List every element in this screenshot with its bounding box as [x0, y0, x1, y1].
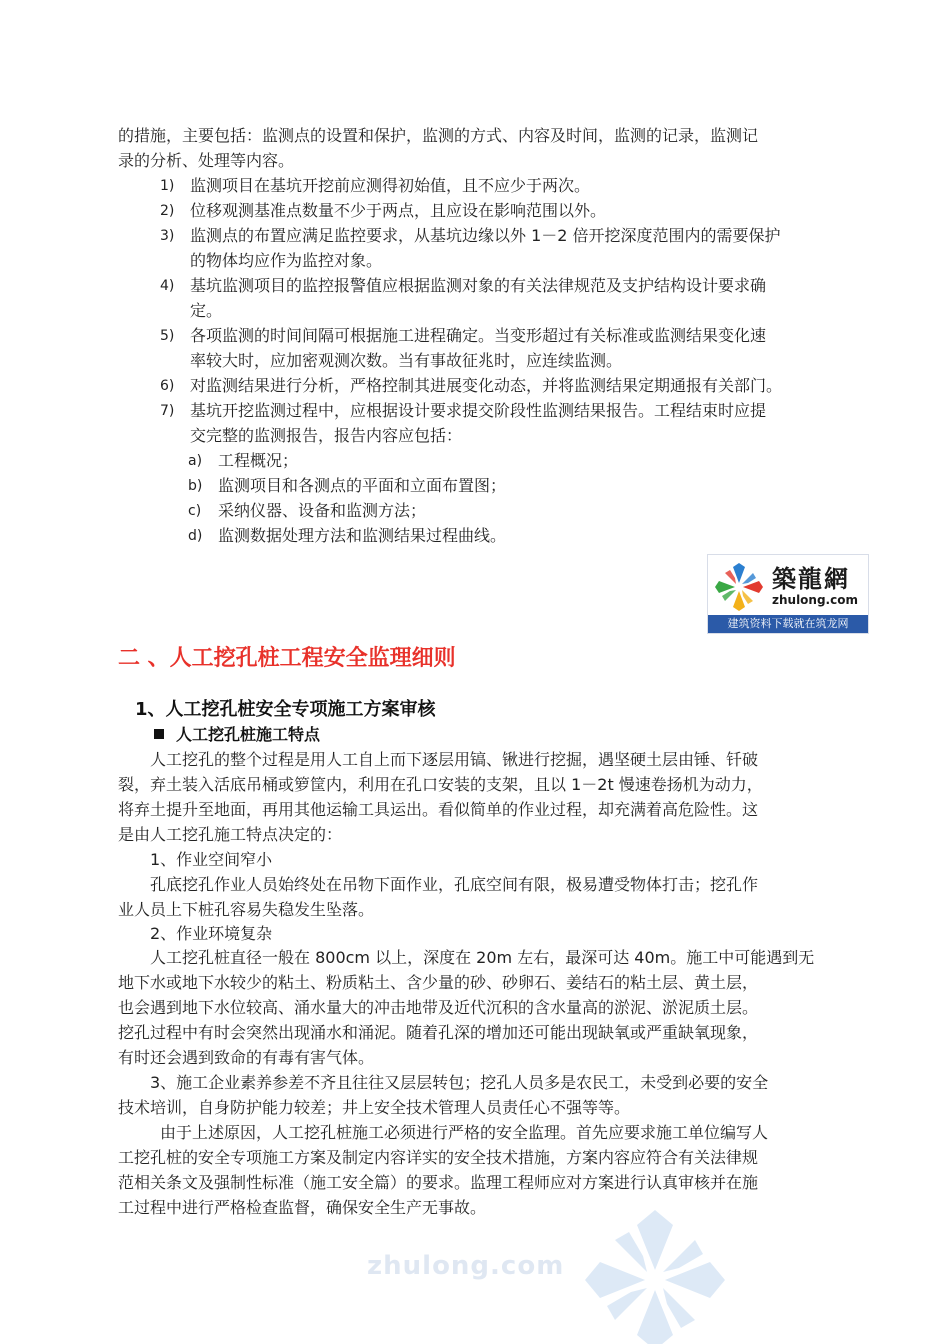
- intro-line-2: 录的分析、处理等内容。: [118, 151, 295, 170]
- body-line: 技术培训，自身防护能力较差；井上安全技术管理人员责任心不强等等。: [118, 1098, 631, 1117]
- item-text: 监测项目在基坑开挖前应测得初始值，且不应少于两次。: [190, 176, 591, 195]
- item-text: 定。: [190, 301, 223, 320]
- subitem-letter: a): [188, 453, 203, 469]
- intro-line-1: 的措施，主要包括：监测点的设置和保护，监测的方式、内容及时间，监测的记录，监测记: [118, 126, 759, 145]
- logo-name: 築龍網: [772, 564, 850, 593]
- body-line: 3、施工企业素养参差不齐且往往又层层转包；挖孔人员多是农民工，未受到必要的安全: [150, 1073, 769, 1092]
- body-line: 裂，弃土装入活底吊桶或箩筐内，利用在孔口安装的支架，且以 1－2t 慢速卷扬机为动力，: [118, 775, 763, 794]
- subitem-text: 工程概况；: [218, 451, 299, 470]
- item-text: 基坑监测项目的监控报警值应根据监测对象的有关法律规范及支护结构设计要求确: [190, 276, 767, 295]
- section-title: 二 、人工挖孔桩工程安全监理细则: [118, 646, 456, 671]
- item-number: 7): [160, 403, 175, 419]
- body-line: 2、作业环境复杂: [150, 924, 273, 943]
- body-line: 工挖孔桩的安全专项施工方案及制定内容详实的安全技术措施，方案内容应符合有关法律规: [118, 1148, 759, 1167]
- body-line: 业人员上下桩孔容易失稳发生坠落。: [118, 900, 375, 919]
- item-number: 3): [160, 228, 175, 244]
- item-text: 位移观测基准点数量不少于两点，且应设在影响范围以外。: [190, 201, 607, 220]
- square-bullet-icon: [154, 729, 164, 739]
- item-text: 各项监测的时间间隔可根据施工进程确定。当变形超过有关标准或监测结果变化速: [190, 326, 767, 345]
- subitem-letter: d): [188, 528, 203, 544]
- item-number: 6): [160, 378, 175, 394]
- item-text: 基坑开挖监测过程中，应根据设计要求提交阶段性监测结果报告。工程结束时应提: [190, 401, 767, 420]
- body-line: 人工挖孔的整个过程是用人工自上而下逐层用镐、锹进行挖掘，遇坚硬土层由锤、钎破: [150, 750, 759, 769]
- item-number: 1): [160, 178, 175, 194]
- body-line: 挖孔过程中有时会突然出现涌水和涌泥。随着孔深的增加还可能出现缺氧或严重缺氧现象，: [118, 1023, 759, 1042]
- snowflake-logo-icon: [712, 561, 766, 613]
- item-text: 交完整的监测报告，报告内容应包括：: [190, 426, 463, 445]
- subitem-text: 监测数据处理方法和监测结果过程曲线。: [218, 526, 507, 545]
- watermark-snowflake-icon: [570, 1200, 740, 1344]
- subitem-letter: b): [188, 478, 203, 494]
- item-number: 2): [160, 203, 175, 219]
- subitem-letter: c): [188, 503, 202, 519]
- body-line: 也会遇到地下水位较高、涌水量大的冲击地带及近代沉积的含水量高的淤泥、淤泥质土层。: [118, 998, 759, 1017]
- logo-slogan: 建筑资料下载就在筑龙网: [708, 615, 868, 633]
- bullet-heading-text: 人工挖孔桩施工特点: [176, 725, 321, 744]
- body-line: 工过程中进行严格检查监督，确保安全生产无事故。: [118, 1198, 487, 1217]
- subitem-text: 监测项目和各测点的平面和立面布置图；: [218, 476, 507, 495]
- subsection-title: 1、人工挖孔桩安全专项施工方案审核: [135, 699, 436, 720]
- body-line: 人工挖孔桩直径一般在 800cm 以上，深度在 20m 左右，最深可达 40m。施工中可能遇到无: [150, 948, 815, 967]
- body-line: 将弃土提升至地面，再用其他运输工具运出。看似简单的作业过程，却充满着高危险性。这: [118, 800, 759, 819]
- logo-domain: zhulong.com: [772, 593, 858, 607]
- item-text: 率较大时，应加密观测次数。当有事故征兆时，应连续监测。: [190, 351, 623, 370]
- item-text: 的物体均应作为监控对象。: [190, 251, 383, 270]
- body-line: 范相关条文及强制性标准（施工安全篇）的要求。监理工程师应对方案进行认真审核并在施: [118, 1173, 759, 1192]
- item-text: 对监测结果进行分析，严格控制其进展变化动态，并将监测结果定期通报有关部门。: [190, 376, 783, 395]
- body-line: 有时还会遇到致命的有毒有害气体。: [118, 1048, 375, 1067]
- body-line: 由于上述原因，人工挖孔桩施工必须进行严格的安全监理。首先应要求施工单位编写人: [160, 1123, 769, 1142]
- item-number: 5): [160, 328, 175, 344]
- item-number: 4): [160, 278, 175, 294]
- watermark-text: zhulong.com: [367, 1251, 565, 1281]
- body-line: 地下水或地下水较少的粘土、粉质粘土、含少量的砂、砂卵石、姜结石的粘土层、黄土层，: [118, 973, 759, 992]
- body-line: 1、作业空间窄小: [150, 850, 273, 869]
- zhulong-logo: [707, 554, 869, 634]
- body-line: 是由人工挖孔施工特点决定的：: [118, 825, 343, 844]
- bullet-heading: [154, 723, 320, 747]
- item-text: 监测点的布置应满足监控要求，从基坑边缘以外 1－2 倍开挖深度范围内的需要保护: [190, 226, 781, 245]
- subitem-text: 采纳仪器、设备和监测方法；: [218, 501, 427, 520]
- body-line: 孔底挖孔作业人员始终处在吊物下面作业，孔底空间有限，极易遭受物体打击；挖孔作: [150, 875, 759, 894]
